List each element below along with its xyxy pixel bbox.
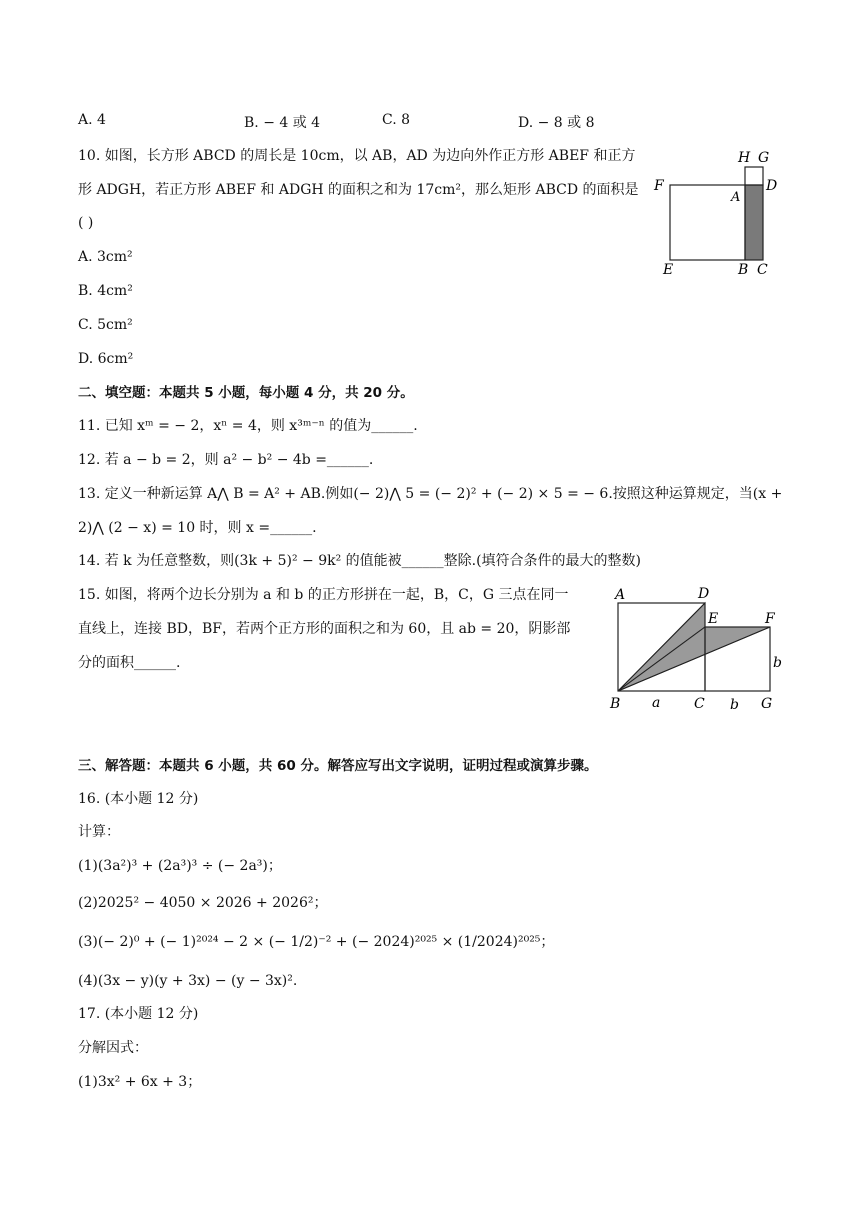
q15-label-e: E [708,611,719,627]
q15-label-a-length: a [652,695,661,711]
q10-label-b: B [738,262,749,278]
q10-rect-shaded [745,185,763,260]
q10-label-c: C [757,262,768,278]
q10-label-d: D [766,178,778,194]
q15-label-b-side: b [773,655,782,671]
q10-line-3: ( ) [78,215,94,231]
q10-label-g: G [758,150,770,166]
q9-option-a: A. 4 [78,112,106,128]
q15-label-a-point: A [615,587,626,603]
q14: 14. 若 k 为任意整数，则(3k + 5)² − 9k² 的值能被______整除.(填符合条件的最大的整数) [78,553,642,569]
q9-option-d: D. − 8 或 8 [518,115,595,131]
q16-item-1: (1)(3a²)³ + (2a³)³ ÷ (− 2a³)； [78,858,282,874]
q15-figure [605,583,795,718]
q15-line-1: 15. 如图，将两个边长分别为 a 和 b 的正方形拼在一起，B，C，G 三点在同一 [78,587,569,603]
q13-line-1: 13. 定义一种新运算 A⋀ B = A² + AB.例如(− 2)⋀ 5 = (− 2)² + (− 2) × 5 = − 6.按照这种运算规定，当(x + [78,486,783,502]
q9-option-c: C. 8 [382,112,411,128]
q15-label-b-length: b [730,697,739,713]
section-3-heading: 三、解答题：本题共 6 小题，共 60 分。解答应写出文字说明，证明过程或演算步骤。 [78,758,598,774]
q10-option-b: B. 4cm² [78,283,133,299]
q10-option-a: A. 3cm² [78,249,133,265]
q15-label-f: F [765,611,775,627]
q10-label-e: E [663,262,674,278]
q15-line-2: 直线上，连接 BD，BF，若两个正方形的面积之和为 60，且 ab = 20，阴影部 [78,621,571,637]
q16-instruction: 计算： [78,824,120,840]
q10-line-2: 形 ADGH，若正方形 ABEF 和 ADGH 的面积之和为 17cm²，那么矩形 ABCD 的面积是 [78,182,639,198]
q10-label-h: H [738,150,751,166]
q12: 12. 若 a − b = 2，则 a² − b² − 4b =______. [78,452,374,468]
q10-line-1: 10. 如图，长方形 ABCD 的周长是 10cm，以 AB，AD 为边向外作正方形 ABEF 和正方 [78,148,636,164]
q9-option-b: B. − 4 或 4 [244,115,321,131]
q16-item-4: (4)(3x − y)(y + 3x) − (y − 3x)². [78,973,298,989]
q15-label-d: D [698,586,710,602]
q16-item-2: (2)2025² − 4050 × 2026 + 2026²； [78,895,328,911]
q15-label-c: C [694,696,705,712]
q15-label-b-point: B [610,696,621,712]
q17-title: 17. (本小题 12 分) [78,1006,199,1022]
q10-square-adgh [745,167,763,185]
q17-item-1: (1)3x² + 6x + 3； [78,1074,202,1090]
q16-item-3: (3)(− 2)⁰ + (− 1)²⁰²⁴ − 2 × (− 1/2)⁻² + (− 2024)²⁰²⁵ × (1/2024)²⁰²⁵； [78,934,555,950]
q10-label-f: F [654,178,664,194]
q10-option-c: C. 5cm² [78,317,133,333]
q10-label-a: A [731,190,741,205]
q16-title: 16. (本小题 12 分) [78,791,199,807]
q11: 11. 已知 xᵐ = − 2，xⁿ = 4，则 x³ᵐ⁻ⁿ 的值为______. [78,418,418,434]
q10-figure [650,145,790,280]
section-2-heading: 二、填空题：本题共 5 小题，每小题 4 分，共 20 分。 [78,385,414,401]
q15-label-g: G [761,696,773,712]
q17-instruction: 分解因式： [78,1040,148,1056]
q10-option-d: D. 6cm² [78,351,134,367]
q13-line-2: 2)⋀ (2 − x) = 10 时，则 x =______. [78,520,317,536]
q15-line-3: 分的面积______. [78,655,181,671]
